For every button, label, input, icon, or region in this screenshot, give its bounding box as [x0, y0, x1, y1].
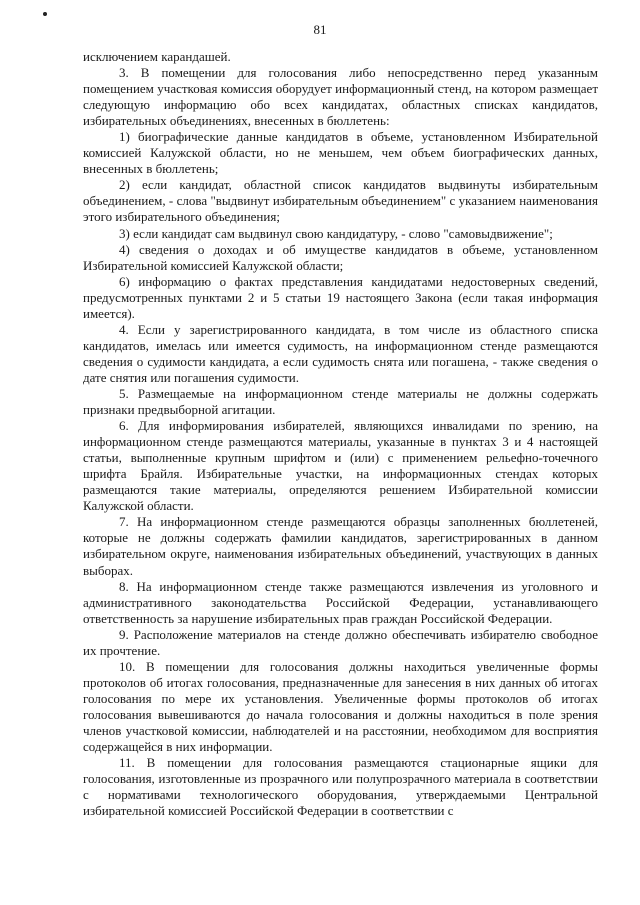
paragraph: 6) информацию о фактах представления кандидатами недостоверных сведений, предусмотренных пунктами 2 и 5 статьи 19 настоящего Закона (если такая информация имеется).: [83, 273, 598, 321]
paragraph: 6. Для информирования избирателей, являющихся инвалидами по зрению, на информационном стенде размещаются материалы, указанные в пунктах 3 и 4 настоящей статьи, выполненные крупным шрифтом и (или) с применением рельефно-точечного шрифта Брайля. Избирательные участки, на информационных стендах которых размещаются такие материалы, определяются решением Избирательной комиссии Калужской области.: [83, 418, 598, 514]
paragraph: 9. Расположение материалов на стенде должно обеспечивать избирателю свободное их прочтение.: [83, 626, 598, 658]
paragraph: исключением карандашей.: [83, 49, 231, 64]
paragraph: 11. В помещении для голосования размещаются стационарные ящики для голосования, изготовленные из прозрачного или полупрозрачного материала в соответствии с нормативами технологического оборудования, утверждаемыми Центральной избирательной комиссией Российской Федерации в соответствии с: [83, 755, 598, 819]
document-body: [83, 49, 598, 819]
paragraph: 10. В помещении для голосования должны находиться увеличенные формы протоколов об итогах голосования, предназначенные для занесения в них данных об итогах голосования по мере их установления. Увеличенные формы протоколов об итогах голосования вывешиваются до начала голосования и должны находиться в поле зрения членов участковой комиссии, наблюдателей и на расстоянии, необходимом для восприятия содержащейся в них информации.: [83, 658, 598, 755]
paragraph: 7. На информационном стенде размещаются образцы заполненных бюллетеней, которые не должны содержать фамилии кандидатов, зарегистрированных в данном избирательном округе, наименования избирательных объединений, участвующих в данных выборах.: [83, 514, 598, 578]
paragraph: 4) сведения о доходах и об имуществе кандидатов в объеме, установленном Избирательной комиссией Калужской области;: [83, 241, 598, 273]
paragraph: 3) если кандидат сам выдвинул свою кандидатуру, - слово "самовыдвижение";: [119, 225, 553, 241]
paragraph: 4. Если у зарегистрированного кандидата, в том числе из областного списка кандидатов, имелась или имеется судимость, на информационном стенде размещаются сведения о судимости кандидата, а если судимость снята или погашена, - также сведения о дате снятия или погашения судимости.: [83, 321, 598, 385]
page-number: 81: [313, 22, 327, 37]
paragraph: 3. В помещении для голосования либо непосредственно перед указанным помещением участковая комиссия оборудует информационный стенд, на котором размещает следующую информацию обо всех кандидатах, областных списках кандидатов, избирательных объединениях, внесенных в бюллетень:: [83, 65, 598, 129]
scan-artifact-dot: [43, 12, 47, 16]
paragraph: 5. Размещаемые на информационном стенде материалы не должны содержать признаки предвыборной агитации.: [83, 385, 598, 418]
paragraph: 1) биографические данные кандидатов в объеме, установленном Избирательной комиссией Калужской области, но не меньшем, чем объем биографических данных, внесенных в бюллетень;: [83, 129, 598, 177]
paragraph: 2) если кандидат, областной список кандидатов выдвинуты избирательным объединением, - слова "выдвинут избирательным объединением" с указанием наименования этого избирательного объединения;: [83, 177, 598, 225]
paragraph: 8. На информационном стенде также размещаются извлечения из уголовного и административного законодательства Российской Федерации, устанавливающего ответственность за нарушение избирательных прав граждан Российской Федерации.: [83, 578, 598, 626]
